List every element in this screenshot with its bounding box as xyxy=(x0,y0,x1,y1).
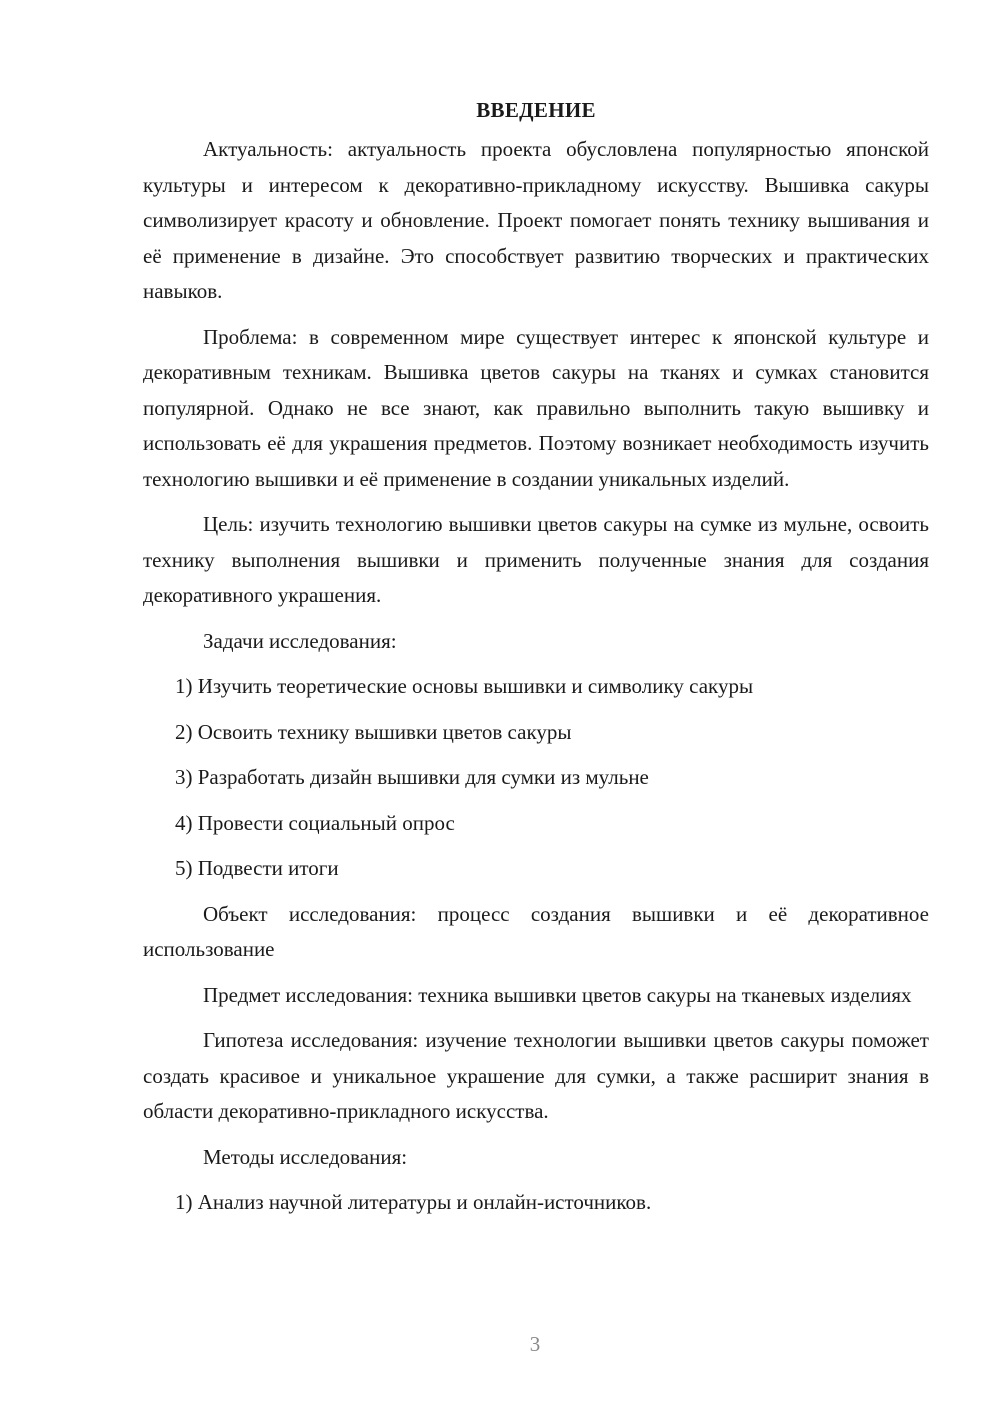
goal-paragraph: Цель: изучить технологию вышивки цветов сакуры на сумке из мульне, освоить технику выполнения вышивки и применить полученные знания для создания декоративного украшения. xyxy=(143,512,929,607)
problem-paragraph: Проблема: в современном мире существует интерес к японской культуре и декоративным техникам. Вышивка цветов сакуры на тканях и сумках становится популярной. Однако не все знают, как правильно выполнить такую вышивку и использовать её для украшения предметов. Поэтому возникает необходимость изучить технологию вышивки и её применение в создании уникальных изделий. xyxy=(143,324,929,491)
task-item: 1) Изучить теоретические основы вышивки и символику сакуры xyxy=(175,674,754,698)
task-item: 3) Разработать дизайн вышивки для сумки из мульне xyxy=(175,765,649,789)
task-item: 4) Провести социальный опрос xyxy=(175,810,455,835)
object-paragraph: Объект исследования: процесс создания вышивки и её декоративное использование xyxy=(143,901,929,961)
tasks-label: Задачи исследования: xyxy=(203,628,397,653)
relevance-paragraph: Актуальность: актуальность проекта обусловлена популярностью японской культуры и интересом к декоративно-прикладному искусству. Вышивка сакуры символизирует красоту и обновление. Проект помогает понять технику вышивания и её применение в дизайне. Это способствует развитию творческих и практических навыков. xyxy=(143,137,929,303)
tasks-list xyxy=(143,669,929,887)
hypothesis-paragraph: Гипотеза исследования: изучение технологии вышивки цветов сакуры поможет создать красивое и уникальное украшение для сумки, а также расширит знания в области декоративно-прикладного искусства. xyxy=(143,1028,929,1123)
task-item: 5) Подвести итоги xyxy=(175,856,339,880)
method-item: 1) Анализ научной литературы и онлайн-источников. xyxy=(175,1190,652,1214)
methods-label: Методы исследования: xyxy=(203,1144,408,1169)
page-number: 3 xyxy=(529,1332,541,1356)
task-item: 2) Освоить технику вышивки цветов сакуры xyxy=(175,719,572,744)
document-page xyxy=(143,92,929,1231)
page-title: ВВЕДЕНИЕ xyxy=(476,98,596,122)
subject-paragraph: Предмет исследования: техника вышивки цветов сакуры на тканевых изделиях xyxy=(203,982,912,1007)
methods-list xyxy=(143,1185,929,1221)
